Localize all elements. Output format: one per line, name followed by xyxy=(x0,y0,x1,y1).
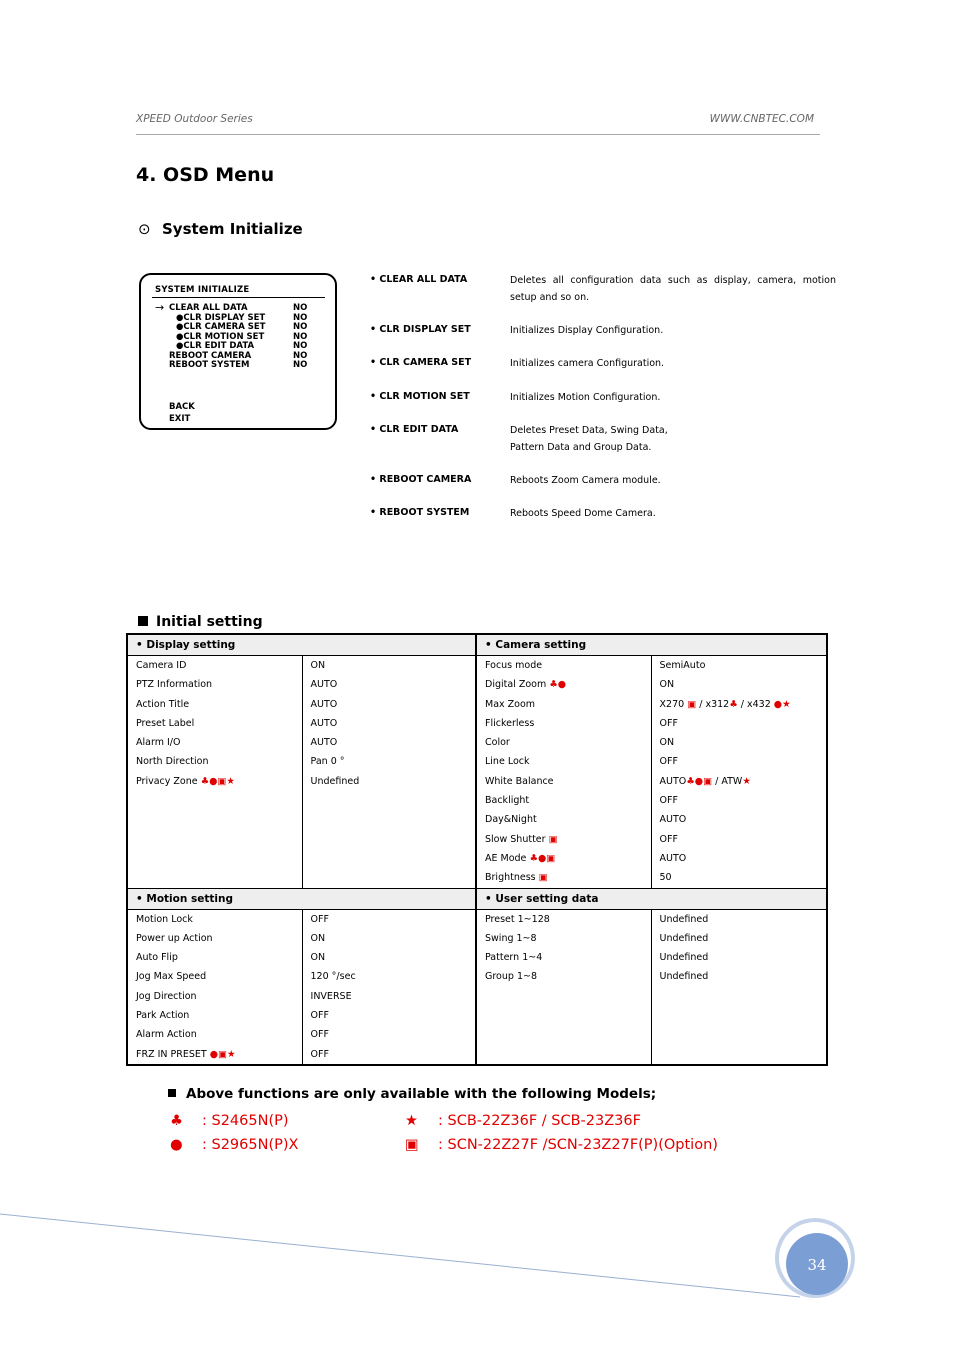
camera-setting-header: • Camera setting xyxy=(476,634,827,656)
page-title: 4. OSD Menu xyxy=(136,164,275,186)
legend-circle-text: : S2965N(P)X xyxy=(202,1137,299,1153)
setting-value: Undefned xyxy=(659,971,709,983)
model-mark: ♣●▣ xyxy=(529,852,556,864)
desc-item-clear-all-data: • CLEAR ALL DATA xyxy=(370,274,468,285)
desc-item-clr-motion-set: • CLR MOTION SET xyxy=(370,391,470,402)
desc-text: Deletes all configuration data such as display, camera, motion setup and so on. xyxy=(510,275,836,303)
setting-value: 120 °/sec xyxy=(310,971,356,983)
osd-item-clr-edit-data: ●CLR EDIT DATA xyxy=(176,341,255,351)
setting-value: Undefned xyxy=(659,932,709,944)
setting-value: OFF xyxy=(310,1029,329,1041)
model-mark: ▣ xyxy=(548,833,558,845)
setting-value: OFF xyxy=(310,1010,329,1022)
setting-name: AE Mode ♣●▣ xyxy=(485,852,556,864)
desc-text: Initializes Display Configuration. xyxy=(510,325,664,336)
setting-name: Pattern 1~4 xyxy=(485,952,543,964)
setting-value: OFF xyxy=(310,1048,329,1060)
setting-name: Flickerless xyxy=(485,717,535,729)
setting-name: Alarm Action xyxy=(136,1029,197,1041)
square-bullet-icon xyxy=(168,1089,176,1097)
circle-dot-icon: ⊙ xyxy=(138,220,151,238)
display-names xyxy=(127,656,302,889)
setting-value: OFF xyxy=(659,795,678,807)
legend-club-text: : S2465N(P) xyxy=(202,1113,289,1129)
user-values xyxy=(651,909,827,1065)
setting-value: OFF xyxy=(310,913,329,925)
model-mark: ♣●▣★ xyxy=(200,775,235,787)
setting-value: AUTO xyxy=(659,852,687,864)
setting-value: Pan 0 ° xyxy=(310,756,345,768)
desc-item-clr-camera-set: • CLR CAMERA SET xyxy=(370,357,472,368)
legend-star-symbol: ★ xyxy=(405,1113,418,1129)
osd-cursor-arrow-icon: → xyxy=(155,301,165,314)
motion-names xyxy=(127,909,302,1065)
setting-value: Undefned xyxy=(659,913,709,925)
setting-name: White Balance xyxy=(485,775,554,787)
osd-item-reboot-camera: REBOOT CAMERA xyxy=(169,350,252,361)
setting-name: Preset 1~128 xyxy=(485,913,550,925)
setting-name: Swing 1~8 xyxy=(485,932,537,944)
setting-name: Backlight xyxy=(485,795,530,807)
setting-name: Focus mode xyxy=(485,660,543,671)
desc-item-reboot-camera: • REBOOT CAMERA xyxy=(370,474,472,485)
desc-text: Initializes Motion Configuration. xyxy=(510,392,661,403)
models-footnote-text: Above functions are only available with the following Models; xyxy=(186,1086,657,1102)
setting-name: Privacy Zone ♣●▣★ xyxy=(136,775,235,787)
setting-value: Undefned xyxy=(659,952,709,964)
camera-values xyxy=(651,656,827,889)
osd-value: NO xyxy=(293,331,308,342)
setting-name: Camera ID xyxy=(136,660,187,671)
section-title xyxy=(138,220,303,238)
osd-title: SYSTEM INITIALIZE xyxy=(155,285,250,295)
osd-value: NO xyxy=(293,303,308,313)
setting-value: AUTO xyxy=(310,737,338,749)
osd-value: NO xyxy=(293,322,308,332)
setting-name: Action Title xyxy=(136,698,190,710)
desc-item-clr-edit-data: • CLR EDIT DATA xyxy=(370,424,459,435)
setting-value: AUTO xyxy=(310,698,338,710)
desc-item-reboot-system: • REBOOT SYSTEM xyxy=(370,507,470,518)
setting-name: FRZ IN PRESET ●▣★ xyxy=(136,1048,236,1060)
osd-value: NO xyxy=(293,360,308,370)
setting-value: ON xyxy=(310,932,326,944)
setting-name: Park Action xyxy=(136,1010,190,1022)
section-title-text: System Initialize xyxy=(162,220,303,238)
motion-setting-header: • Motion setting xyxy=(127,888,476,909)
osd-value: NO xyxy=(293,341,308,351)
legend-circle-symbol: ● xyxy=(170,1137,183,1153)
setting-value: ON xyxy=(310,952,326,964)
osd-item-clr-display-set: ●CLR DISPLAY SET xyxy=(176,312,266,323)
setting-name: Jog Direction xyxy=(136,990,197,1002)
osd-divider xyxy=(152,297,325,298)
header-series: XPEED Outdoor Series xyxy=(136,113,253,125)
display-values xyxy=(302,656,476,889)
page-number: 34 xyxy=(807,1256,827,1274)
initial-setting-title xyxy=(138,614,263,630)
setting-value: X270 ▣ / x312♣ / x432 ●★ xyxy=(659,698,791,710)
initial-setting-table xyxy=(126,633,828,1066)
osd-value: NO xyxy=(293,312,308,323)
desc-text: Deletes Preset Data, Swing Data, Pattern Data and Group Data. xyxy=(510,425,668,453)
legend-star-text: : SCB-22Z36F / SCB-23Z36F xyxy=(438,1113,641,1129)
setting-value: SemiAuto xyxy=(659,660,706,671)
legend-square-text: : SCN-22Z27F /SCN-23Z27F(P)(Option) xyxy=(438,1137,718,1153)
motion-values xyxy=(302,909,476,1065)
osd-item-reboot-system: REBOOT SYSTEM xyxy=(169,360,250,370)
setting-value: AUTO xyxy=(659,814,687,826)
setting-value: ON xyxy=(659,737,675,749)
header-divider xyxy=(136,134,820,135)
osd-exit: EXIT xyxy=(169,414,191,424)
models-footnote xyxy=(168,1086,656,1102)
osd-back: BACK xyxy=(169,402,195,412)
setting-value: OFF xyxy=(659,756,678,768)
setting-value: OFF xyxy=(659,833,678,845)
setting-name: Jog Max Speed xyxy=(136,971,207,983)
desc-text: Reboots Zoom Camera module. xyxy=(510,475,661,486)
setting-value: ON xyxy=(659,679,675,691)
square-bullet-icon xyxy=(138,616,148,626)
setting-name: Auto Flip xyxy=(136,952,178,964)
osd-item-clr-camera-set: ●CLR CAMERA SET xyxy=(176,322,266,332)
setting-name: Brightness ▣ xyxy=(485,872,548,884)
setting-name: Alarm I/O xyxy=(136,737,181,749)
setting-value: INVERSE xyxy=(310,990,352,1002)
setting-name: Power up Action xyxy=(136,932,213,944)
legend-square-symbol: ▣ xyxy=(405,1137,419,1153)
desc-item-clr-display-set: • CLR DISPLAY SET xyxy=(370,324,471,335)
setting-name: Preset Label xyxy=(136,717,195,729)
osd-value: NO xyxy=(293,350,308,361)
setting-name: Max Zoom xyxy=(485,698,536,710)
user-names xyxy=(476,909,651,1065)
legend-club-symbol: ♣ xyxy=(170,1113,183,1129)
setting-name: Group 1~8 xyxy=(485,971,537,983)
setting-name: North Direction xyxy=(136,756,209,768)
desc-text: Initializes camera Configuration. xyxy=(510,358,665,369)
setting-value: OFF xyxy=(659,717,678,729)
setting-name: Digital Zoom ♣● xyxy=(485,679,567,691)
camera-names xyxy=(476,656,651,889)
setting-name: Slow Shutter ▣ xyxy=(485,833,558,845)
setting-name: Day&Night xyxy=(485,814,537,826)
setting-value: Undefned xyxy=(310,775,360,787)
setting-value: ON xyxy=(310,660,326,671)
model-mark: ●▣★ xyxy=(209,1048,236,1060)
setting-name: PTZ Information xyxy=(136,679,213,691)
osd-item-clr-motion-set: ●CLR MOTION SET xyxy=(176,331,265,342)
display-setting-header: • Display setting xyxy=(127,634,476,656)
model-mark: ♣● xyxy=(549,679,567,691)
setting-name: Line Lock xyxy=(485,756,530,768)
setting-name: Color xyxy=(485,737,510,749)
setting-value: 50 xyxy=(659,872,672,884)
setting-value: AUTO xyxy=(310,717,338,729)
setting-name: Motion Lock xyxy=(136,913,193,925)
setting-value: AUTO♣●▣ / ATW★ xyxy=(659,775,751,787)
model-mark: ▣ xyxy=(538,872,548,884)
header-website: WWW.CNBTEC.COM xyxy=(709,113,814,125)
desc-text: Reboots Speed Dome Camera. xyxy=(510,508,656,519)
setting-value: AUTO xyxy=(310,679,338,691)
osd-item-clear-all-data: CLEAR ALL DATA xyxy=(169,303,248,313)
initial-setting-title-text: Initial setting xyxy=(156,614,263,630)
user-setting-header: • User setting data xyxy=(476,888,827,909)
